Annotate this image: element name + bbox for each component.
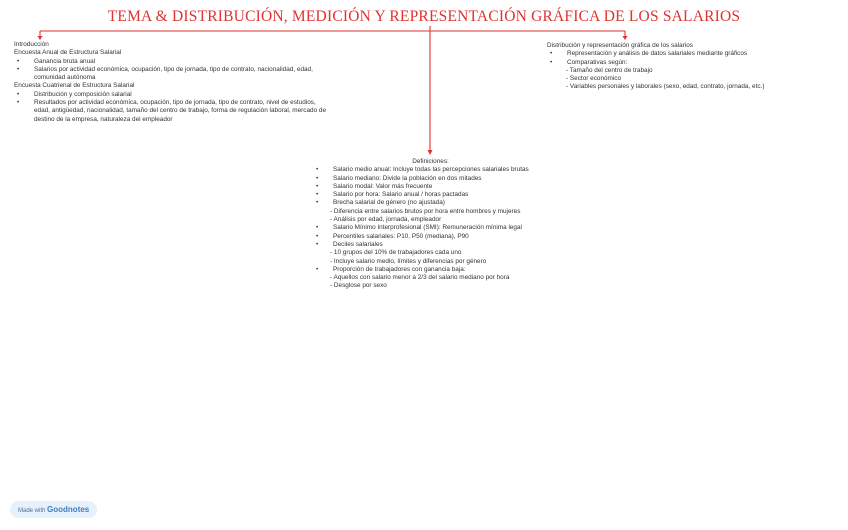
definition-item: • Salario medio anual: Incluye todas las percepciones salariales brutas (313, 166, 558, 174)
definition-sub-item: - Desglose por sexo (330, 282, 387, 290)
list-item-continuation: comunidad autónoma (34, 74, 96, 82)
definition-item: • Brecha salarial de género (no ajustada) (313, 199, 558, 207)
annual-survey-list (14, 58, 364, 83)
sub-item: - Sector económico (566, 75, 622, 83)
page-title: TEMA & DISTRIBUCIÓN, MEDICIÓN Y REPRESENTACIÓN GRÁFICA DE LOS SALARIOS (107, 8, 741, 25)
definition-item: • Salario mediano: Divide la población en dos mitades (313, 175, 558, 183)
list-item: • Comparativas según: (547, 59, 817, 67)
definition-sub-item: - 10 grupos del 10% de trabajadores cada uno (330, 249, 462, 257)
definition-sub-item: - Incluye salario medio, límites y diferencias por género (330, 257, 487, 265)
quadrennial-survey-heading: Encuesta Cuatrienal de Estructura Salarial (14, 82, 135, 90)
arrowhead-center (428, 150, 433, 155)
distribution-list (547, 50, 817, 91)
arrowhead-left (38, 36, 43, 40)
definition-item: • Salario por hora: Salario anual / horas pactadas (313, 191, 558, 199)
definitions-heading: Definiciones: (412, 158, 449, 165)
badge-prefix: Made with (18, 508, 46, 514)
annual-survey-heading: Encuesta Anual de Estructura Salarial (14, 49, 122, 57)
badge-brand: Goodnotes (47, 505, 90, 514)
definition-item: • Salario modal: Valor más frecuente (313, 183, 558, 191)
definition-sub-item: - Diferencia entre salarios brutos por hora entre hombres y mujeres (330, 207, 521, 215)
list-item: • Resultados por actividad económica, ocupación, tipo de jornada, tipo de contrato, nivel de estudios, (14, 99, 364, 107)
list-item: • Ganancia bruta anual (14, 58, 364, 66)
definitions-list (313, 166, 558, 290)
distribution-heading: Distribución y representación gráfica de los salarios (547, 42, 693, 49)
definition-item: • Proporción de trabajadores con ganancia baja: (313, 266, 558, 274)
sub-item: - Tamaño del centro de trabajo (566, 66, 653, 74)
list-item: • Distribución y composición salarial (14, 91, 364, 99)
arrowhead-right (623, 36, 628, 40)
list-item-continuation: destino de la empresa, naturaleza del empleador (34, 115, 173, 123)
definition-item: • Deciles salariales (313, 241, 558, 249)
made-with-goodnotes-badge[interactable] (10, 501, 97, 518)
definition-sub-item: - Aquellos con salario menor a 2/3 del salario mediano por hora (330, 274, 510, 282)
distribution-block (547, 42, 817, 92)
list-item: • Representación y análisis de datos salariales mediante gráficos (547, 50, 817, 58)
quadrennial-survey-list (14, 91, 364, 124)
definition-sub-item: - Análisis por edad, jornada, empleador (330, 216, 442, 224)
sub-item: - Variables personales y laborales (sexo, edad, contrato, jornada, etc.) (566, 83, 765, 91)
list-item: • Salarios por actividad económica, ocupación, tipo de jornada, tipo de contrato, nacionalidad, edad, (14, 66, 364, 74)
introduction-block (14, 41, 364, 124)
list-item-continuation: edad, antigüedad, nacionalidad, tamaño del centro de trabajo, forma de regulación laboral, mercado de (34, 107, 327, 115)
intro-heading: Introducción (14, 41, 49, 48)
definitions-block (313, 158, 558, 291)
definition-item: • Percentiles salariales: P10, P50 (mediana), P90 (313, 233, 558, 241)
definition-item: • Salario Mínimo Interprofesional (SMI): Remuneración mínima legal (313, 224, 558, 232)
